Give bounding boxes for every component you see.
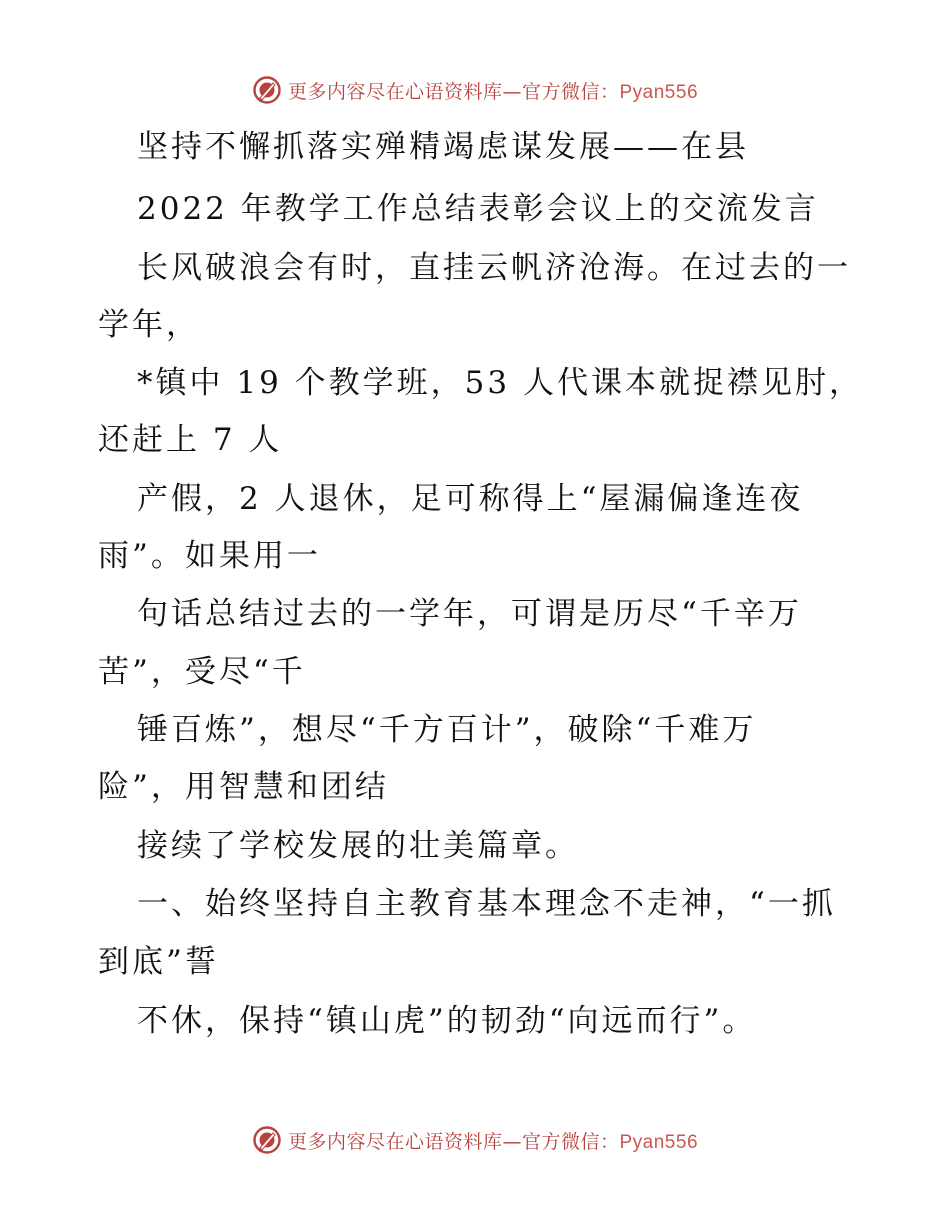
paragraph-line: 长风破浪会有时，直挂云帆济沧海。在过去的一 (137, 250, 851, 286)
paragraph-line: 学年， (98, 307, 200, 343)
paragraph-line: 锤百炼”，想尽“千方百计”，破除“千难万 (137, 712, 757, 748)
paragraph-line: *镇中 19 个教学班，53 人代课本就捉襟见肘， (137, 365, 863, 401)
watermark-wechat-id: Pyan556 (619, 81, 699, 103)
paragraph-line: 接续了学校发展的壮美篇章。 (137, 828, 579, 864)
paragraph-line: 不休，保持“镇山虎”的韧劲“向远而行”。 (137, 1003, 757, 1039)
section-heading-line: 一、始终坚持自主教育基本理念不走神，“一抓 (137, 886, 836, 922)
paragraph-line: 还赶上 7 人 (98, 422, 283, 458)
paragraph-line: 句话总结过去的一学年，可谓是历尽“千辛万 (137, 596, 802, 632)
seal-pen-icon (252, 75, 282, 105)
watermark-wechat-id: Pyan556 (619, 1131, 699, 1153)
seal-pen-icon (252, 1125, 282, 1155)
watermark-text: 更多内容尽在心语资料库—官方微信：Pyan556 (287, 80, 699, 103)
paragraph-line: 到底”誓 (98, 944, 219, 980)
paragraph-line: 苦”，受尽“千 (98, 654, 306, 690)
title-line-1: 坚持不懈抓落实殚精竭虑谋发展——在县 (137, 129, 749, 165)
watermark-footer (0, 1122, 950, 1158)
title-line-2: 2022 年教学工作总结表彰会议上的交流发言 (137, 191, 819, 227)
watermark-text: 更多内容尽在心语资料库—官方微信：Pyan556 (287, 1130, 699, 1153)
paragraph-line: 雨”。如果用一 (98, 538, 321, 574)
paragraph-line: 险”，用智慧和团结 (98, 769, 389, 805)
paragraph-line: 产假，2 人退休，足可称得上“屋漏偏逢连夜 (137, 481, 804, 517)
watermark-header (0, 72, 950, 108)
